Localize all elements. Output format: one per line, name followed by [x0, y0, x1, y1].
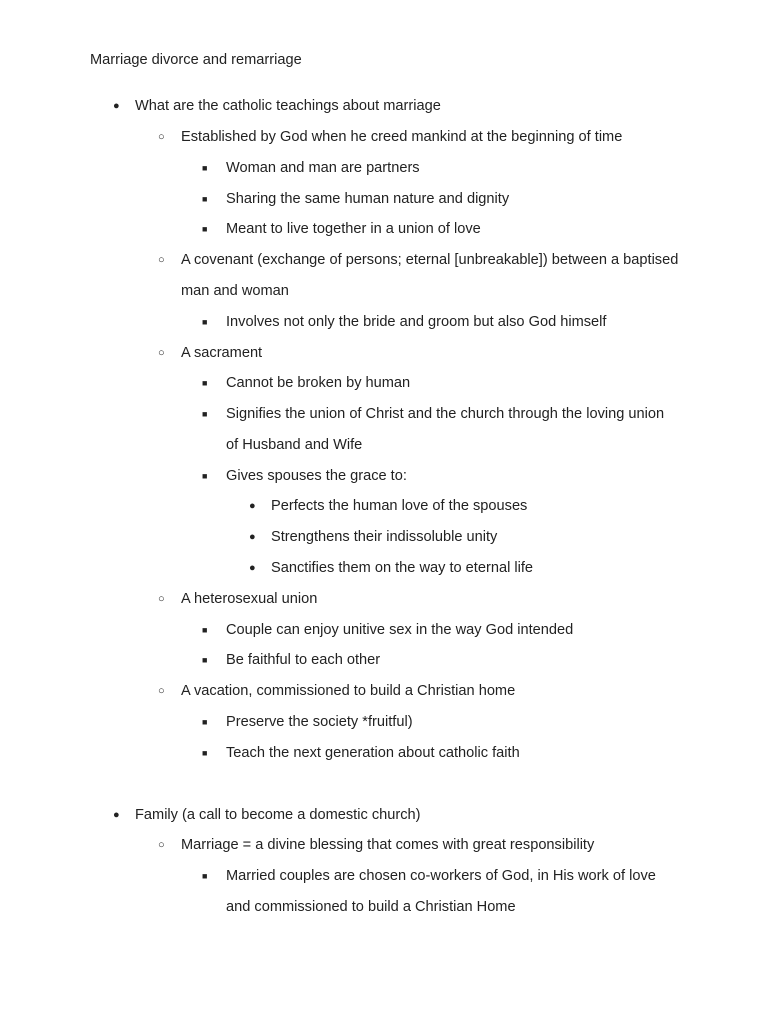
list-item: ■ Involves not only the bride and groom but also God himself: [202, 314, 607, 330]
list-item: ○ Established by God when he creed mankind at the beginning of time: [158, 129, 623, 145]
list-item: ■ Woman and man are partners: [202, 160, 420, 176]
bullet-square-icon: ■: [202, 163, 208, 173]
bullet-square-icon: ■: [202, 471, 208, 481]
bullet-square-icon: ■: [202, 717, 208, 727]
bullet-circle-icon: ○: [158, 685, 165, 697]
bullet-square-icon: ■: [202, 655, 208, 665]
list-item: ○ Marriage = a divine blessing that comes with great responsibility: [158, 837, 595, 853]
list-item: ■ Married couples are chosen co-workers of God, in His work of love and commissioned to build a Christian Home: [202, 868, 656, 915]
list-item: ● What are the catholic teachings about marriage: [113, 98, 441, 114]
list-item: ● Sanctifies them on the way to eternal life: [249, 560, 534, 576]
list-item: ■ Be faithful to each other: [202, 652, 381, 668]
bullet-circle-icon: ○: [158, 254, 165, 266]
list-item: ■ Sharing the same human nature and dignity: [202, 191, 510, 207]
bullet-square-icon: ■: [202, 317, 208, 327]
list-item: ○ A covenant (exchange of persons; eternal [unbreakable]) between a baptised man and woman: [158, 252, 679, 299]
bullet-disc-icon: ●: [113, 809, 120, 821]
list-item: ■ Teach the next generation about catholic faith: [202, 745, 520, 761]
list-item: ■ Cannot be broken by human: [202, 375, 411, 391]
list-item: ● Family (a call to become a domestic church): [113, 807, 421, 823]
list-item: ○ A vacation, commissioned to build a Christian home: [158, 683, 516, 699]
bullet-disc-icon: ●: [249, 562, 256, 574]
bullet-circle-icon: ○: [158, 131, 165, 143]
bullet-square-icon: ■: [202, 871, 208, 881]
bullet-circle-icon: ○: [158, 347, 165, 359]
bullet-disc-icon: ●: [249, 531, 256, 543]
list-item: ■ Gives spouses the grace to:: [202, 468, 407, 484]
list-item: ■ Meant to live together in a union of love: [202, 221, 481, 237]
list-item: ● Strengthens their indissoluble unity: [249, 529, 498, 545]
bullet-disc-icon: ●: [113, 100, 120, 112]
list-item: ■ Couple can enjoy unitive sex in the way God intended: [202, 622, 574, 638]
list-item: ● Perfects the human love of the spouses: [249, 498, 528, 514]
bullet-square-icon: ■: [202, 224, 208, 234]
document-title: Marriage divorce and remarriage: [90, 52, 302, 68]
list-item: ■ Signifies the union of Christ and the church through the loving union of Husband and Wife: [202, 406, 665, 453]
bullet-square-icon: ■: [202, 378, 208, 388]
list-item: ○ A sacrament: [158, 345, 263, 361]
bullet-square-icon: ■: [202, 409, 208, 419]
bullet-square-icon: ■: [202, 194, 208, 204]
bullet-circle-icon: ○: [158, 593, 165, 605]
list-item: ■ Preserve the society *fruitful): [202, 714, 413, 730]
bullet-disc-icon: ●: [249, 500, 256, 512]
bullet-circle-icon: ○: [158, 839, 165, 851]
bullet-square-icon: ■: [202, 625, 208, 635]
bullet-square-icon: ■: [202, 748, 208, 758]
list-item: ○ A heterosexual union: [158, 591, 318, 607]
